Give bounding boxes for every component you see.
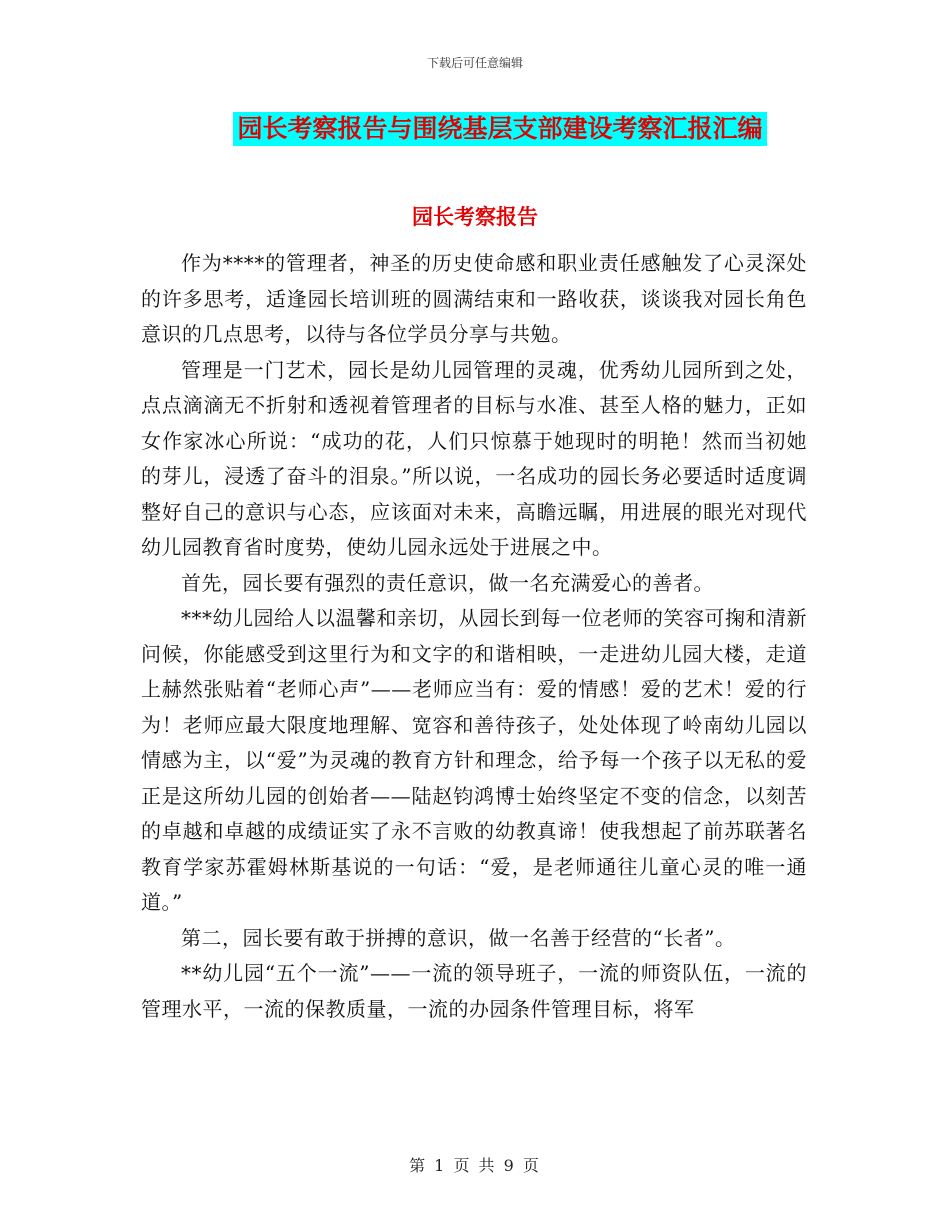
main-title-container [0, 112, 950, 146]
paragraph: 管理是一门艺术，园长是幼儿园管理的灵魂，优秀幼儿园所到之处，点点滴滴无不折射和透视着管理者的目标与水准、甚至人格的魅力，正如女作家冰心所说：“成功的花，人们只惊慕于她现时的明艳！然而当初她的芽儿，浸透了奋斗的泪泉。”所以说，一名成功的园长务必要适时适度调整好自己的意识与心态，应该面对未来，高瞻远瞩，用进展的眼光对现代幼儿园教育省时度势，使幼儿园永远处于进展之中。 [141, 357, 807, 559]
paragraph: 作为****的管理者，神圣的历史使命感和职业责任感触发了心灵深处的许多思考，适逢园长培训班的圆满结束和一路收获，谈谈我对园长角色意识的几点思考，以待与各位学员分享与共勉。 [141, 251, 807, 346]
paragraph: 首先，园长要有强烈的责任意识，做一名充满爱心的善者。 [181, 570, 714, 595]
paragraph: **幼儿园“五个一流”——一流的领导班子，一流的师资队伍，一流的管理水平，一流的保教质量，一流的办园条件管理目标，将军 [141, 961, 807, 1021]
paragraph: ***幼儿园给人以温馨和亲切，从园长到每一位老师的笑容可掬和清新问候，你能感受到这里行为和文字的和谐相映，一走进幼儿园大楼，走道上赫然张贴着“老师心声”——老师应当有：爱的情感！爱的艺术！爱的行为！老师应最大限度地理解、宽容和善待孩子，处处体现了岭南幼儿园以情感为主，以“爱”为灵魂的教育方针和理念，给予每一个孩子以无私的爱正是这所幼儿园的创始者——陆赵钧鸿博士始终坚定不变的信念，以刻苦的卓越和卓越的成绩证实了永不言败的幼教真谛！使我想起了前苏联著名教育学家苏霍姆林斯基说的一句话：“爱，是老师通往儿童心灵的唯一通道。” [141, 606, 807, 914]
document-title: 园长考察报告与围绕基层支部建设考察汇报汇编 [233, 112, 766, 146]
document-body [141, 246, 807, 1027]
header-note: 下载后可任意编辑 [426, 56, 523, 70]
section-title: 园长考察报告 [412, 205, 538, 229]
page-number: 第 1 页 共 9 页 [409, 1156, 541, 1175]
paragraph: 第二，园长要有敢于拼搏的意识，做一名善于经营的“长者”。 [181, 925, 736, 950]
